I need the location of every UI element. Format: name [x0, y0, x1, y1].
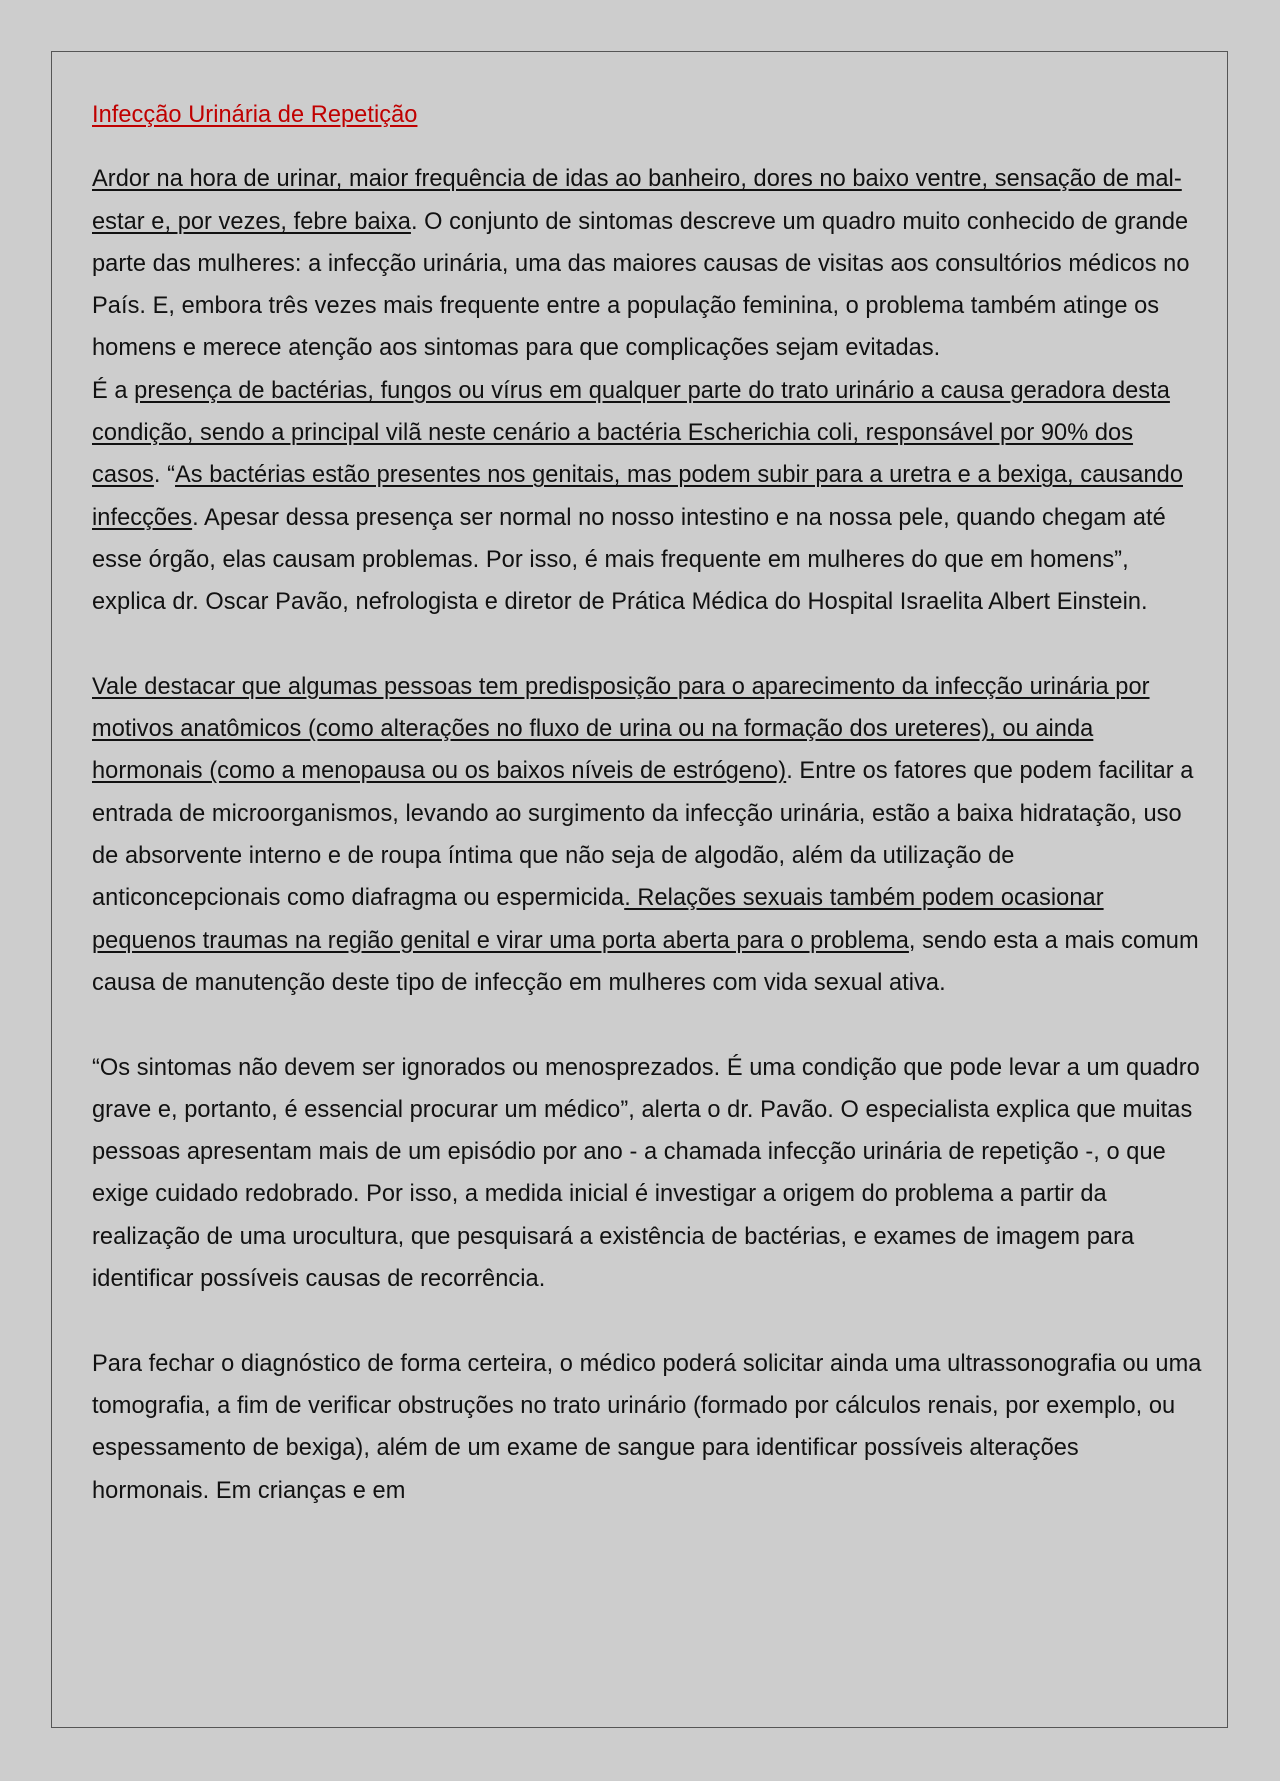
text-segment: . Apesar dessa presença ser normal no nosso intestino e na nossa pele, quando chegam até esse órgão, elas causam problemas. Por isso, é mais frequente em mulheres do que em homens”, explica dr. Oscar Pavão, nefrologista e diretor de Prática Médica do Hospital Israelita Albert Einstein. [92, 504, 1166, 616]
text-segment: Ardor na hora de urinar, maior frequência de idas ao banheiro, dores no baixo ventre, sensação de mal-estar e, por vezes, febre baixa [92, 166, 1182, 235]
paragraph-causes [92, 370, 1202, 624]
document-page [51, 51, 1228, 1728]
text-segment: presença de bactérias, fungos ou vírus em qualquer parte do trato urinário a causa geradora desta condição, sendo a principal vilã neste cenário a bactéria Escherichia coli, responsável por 90% dos casos [92, 377, 1170, 489]
paragraph-diagnosis [92, 1343, 1202, 1512]
text-segment: . Relações sexuais também podem ocasionar pequenos traumas na região genital e virar uma porta aberta para o problema [92, 885, 1104, 954]
paragraph-symptoms [92, 158, 1202, 369]
text-segment: É a [92, 377, 135, 404]
text-segment: , sendo esta a mais comum causa de manutenção deste tipo de infecção em mulheres com vida sexual ativa. [92, 927, 1199, 996]
text-segment: . Entre os fatores que podem facilitar a entrada de microorganismos, levando ao surgimento da infecção urinária, estão a baixa hidratação, uso de absorvente interno e de roupa íntima que não seja de algodão, além da utilização de anticoncepcionais como diafragma ou espermicida [92, 758, 1194, 912]
text-segment: “Os sintomas não devem ser ignorados ou menosprezados. É uma condição que pode levar a um quadro grave e, portanto, é essencial procurar um médico”, alerta o dr. Pavão. O especialista explica que muitas pessoas apresentam mais de um episódio por ano - a chamada infecção urinária de repetição -, o que exige cuidado redobrado. Por isso, a medida inicial é investigar a origem do problema a partir da realização de uma urocultura, que pesquisará a existência de bactérias, e exames de imagem para identificar possíveis causas de recorrência. [92, 1054, 1200, 1293]
paragraph-spacer [92, 1004, 1202, 1046]
text-segment: Para fechar o diagnóstico de forma certeira, o médico poderá solicitar ainda uma ultrassonografia ou uma tomografia, a fim de verificar obstruções no trato urinário (formado por cálculos renais, por exemplo, ou espessamento de bexiga), além de um exame de sangue para identificar possíveis alterações hormonais. Em crianças e em [92, 1350, 1202, 1504]
document-title: Infecção Urinária de Repetição [92, 102, 418, 128]
paragraph-predisposition [92, 666, 1202, 1004]
document-body [92, 94, 1202, 1512]
paragraph-warning [92, 1047, 1202, 1301]
text-segment: As bactérias estão presentes nos genitais, mas podem subir para a uretra e a bexiga, causando infecções [92, 462, 1183, 531]
text-segment: . “ [153, 462, 176, 489]
paragraph-spacer [92, 624, 1202, 666]
text-segment: Vale destacar que algumas pessoas tem predisposição para o aparecimento da infecção urinária por motivos anatômicos (como alterações no fluxo de urina ou na formação dos ureteres), ou ainda hormonais (como a menopausa ou os baixos níveis de estrógeno) [92, 673, 1150, 785]
paragraph-spacer [92, 1300, 1202, 1342]
text-segment: . O conjunto de sintomas descreve um quadro muito conhecido de grande parte das mulheres: a infecção urinária, uma das maiores causas de visitas aos consultórios médicos no País. E, embora três vezes mais frequente entre a população feminina, o problema também atinge os homens e merece atenção aos sintomas para que complicações sejam evitadas. [92, 208, 1190, 362]
